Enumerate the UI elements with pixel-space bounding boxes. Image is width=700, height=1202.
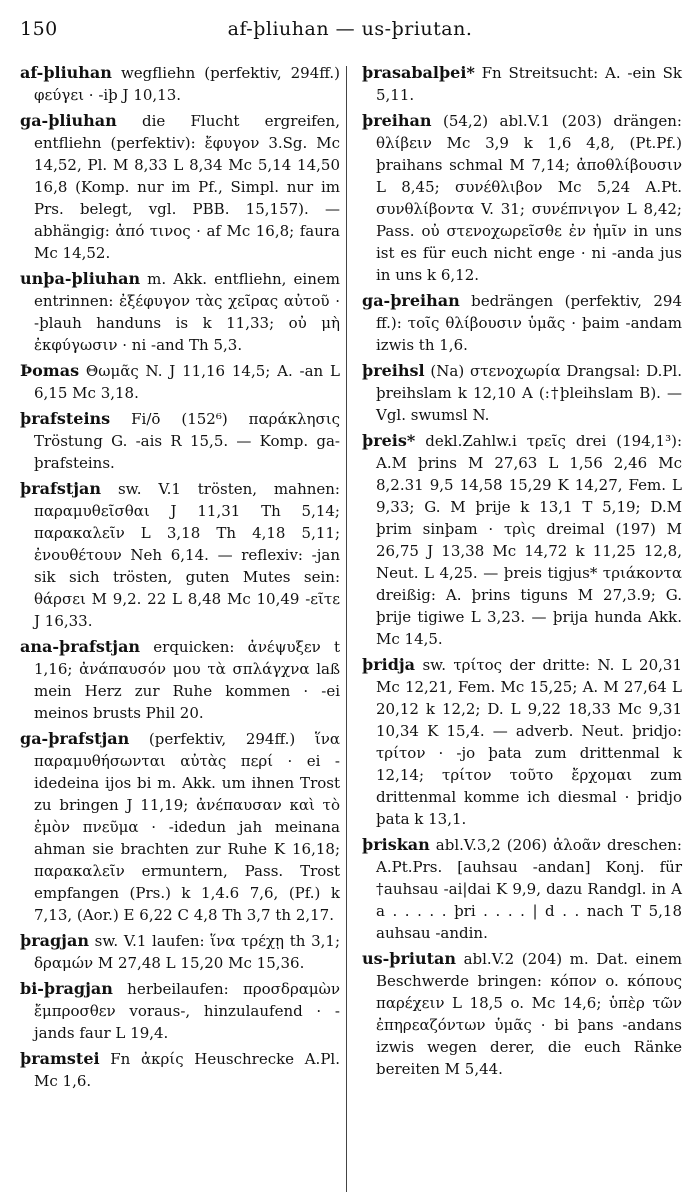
entry-headword: af-þliuhan xyxy=(20,63,112,82)
entry-text: sw. V.1 laufen: ἵνα τρέχῃ th 3,1; δραμών M 27,48 L 15,20 Mc 15,36. xyxy=(34,932,340,972)
dictionary-entry xyxy=(20,636,340,724)
entry-text: Fn ἀκρίς Heuschrecke A.Pl. Mc 1,6. xyxy=(34,1050,340,1090)
page-number: 150 xyxy=(20,18,58,40)
dictionary-entry xyxy=(20,1048,340,1092)
entry-headword: unþa-þliuhan xyxy=(20,269,141,288)
entry-headword: þrafstjan xyxy=(20,479,102,498)
right-column xyxy=(362,62,682,1084)
entry-headword: bi-þragjan xyxy=(20,979,113,998)
entry-headword: þreihsl xyxy=(362,361,425,380)
dictionary-entry xyxy=(20,110,340,264)
page-header xyxy=(20,14,680,44)
entry-headword: þreihan xyxy=(362,111,432,130)
entry-headword: Þomas xyxy=(20,361,80,380)
dictionary-entry xyxy=(362,948,682,1080)
entry-text: erquicken: ἀνέψυξεν t 1,16; ἀνάπαυσόν μου τὰ σπλάγχνα laß mein Herz zur Ruhe kommen · -ei meinos brusts Phil 20. xyxy=(34,638,340,722)
dictionary-entry xyxy=(20,360,340,404)
entry-headword: us-þriutan xyxy=(362,949,456,968)
entry-text: bedrängen (perfektiv, 294 ff.): τοῖς θλίβουσιν ὑμᾶς · þaim -andam izwis th 1,6. xyxy=(376,292,682,354)
entry-headword: ga-þrafstjan xyxy=(20,729,130,748)
entry-headword: þriskan xyxy=(362,835,430,854)
dictionary-entry xyxy=(362,654,682,830)
dictionary-entry xyxy=(20,408,340,474)
dictionary-entry xyxy=(20,930,340,974)
dictionary-entry xyxy=(362,290,682,356)
entry-text: abl.V.3,2 (206) ἀλοᾶν dreschen: A.Pt.Prs. [auhsau -andan] Konj. für †auhsau -ai|dai K 9,9, dazu Randgl. in A a . . . . . þri . . . . | d . . nach T 5,18 auhsau -andin. xyxy=(376,836,682,942)
entry-headword: þrasabalþei* xyxy=(362,63,475,82)
entry-headword: ga-þliuhan xyxy=(20,111,117,130)
entry-headword: þreis* xyxy=(362,431,416,450)
dictionary-entry xyxy=(20,478,340,632)
entry-text: sw. V.1 trösten, mahnen: παραμυθεῖσθαι J 11,31 Th 5,14; παρακαλεῖν L 3,18 Th 4,18 5,11; ἐνουθέτουν Neh 6,14. — reflexiv: -jan sik sich trösten, guten Mutes sein: θάρσει M 9,2. 22 L 8,48 Mc 10,49 -εῖτε J 16,33. xyxy=(34,480,340,630)
dictionary-entry xyxy=(362,62,682,106)
entry-headword: þrafsteins xyxy=(20,409,111,428)
entry-text: (Na) στενοχωρία Drangsal: D.Pl. þreihslam k 12,10 A (:†þleihslam B). — Vgl. swumsl N. xyxy=(376,362,682,424)
entry-text: abl.V.2 (204) m. Dat. einem Beschwerde bringen: κόπον o. κόπους παρέχειν L 18,5 o. Mc 14,6; ὑπὲρ τῶν ἐπηρεαζόντων ὑμᾶς · bi þans -andans izwis wegen derer, die euch Ränke bereiten M 5,44. xyxy=(376,950,682,1078)
dictionary-entry xyxy=(362,360,682,426)
entry-headword: ana-þrafstjan xyxy=(20,637,141,656)
left-column xyxy=(20,62,340,1096)
column-divider xyxy=(346,66,347,1192)
dictionary-entry xyxy=(362,430,682,650)
entry-headword: þridja xyxy=(362,655,416,674)
entry-text: (perfektiv, 294ff.) ἵνα παραμυθήσωνται αὐτὰς περί · ei -idedeina ijos bi m. Akk. um ihnen Trost zu bringen J 11,19; ἀνέπαυσαν καὶ τὸ ἐμὸν πνεῦμα · -idedun jah meinana ahman sie brachten zur Ruhe K 16,18; παρακαλεῖν ermuntern, Pass. Trost empfangen (Prs.) k 1,4.6 7,6, (Pf.) k 7,13, (Aor.) E 6,22 C 4,8 Th 3,7 th 2,17. xyxy=(34,730,340,924)
dictionary-entry xyxy=(20,728,340,926)
entry-text: Fn Streitsucht: A. -ein Sk 5,11. xyxy=(376,64,682,104)
entry-text: (54,2) abl.V.1 (203) drängen: θλίβειν Mc 3,9 k 1,6 4,8, (Pt.Pf.) þraihans schmal M 7,14; ἀποθλίβουσιν L 8,45; συνέθλιβον Mc 5,24 A.Pt. συνθλίβοντα V. 31; συνέπνιγον L 8,42; Pass. οὐ στενοχωρεῖσθε ἐν ἡμῖν in uns ist es für euch nicht enge · ni -anda jus in uns k 6,12. xyxy=(376,112,682,284)
entry-text: herbeilaufen: προσδραμὼν ἔμπροσθεν voraus-, hinzulaufend · -jands faur L 19,4. xyxy=(34,980,340,1042)
dictionary-entry xyxy=(20,268,340,356)
dictionary-entry xyxy=(362,110,682,286)
entry-text: wegfliehn (perfektiv, 294ff.) φεύγει · -iþ J 10,13. xyxy=(34,64,340,104)
entry-headword: þramstei xyxy=(20,1049,100,1068)
entry-headword: þragjan xyxy=(20,931,89,950)
entry-headword: ga-þreihan xyxy=(362,291,460,310)
running-head: af-þliuhan — us-þriutan. xyxy=(227,18,473,40)
entry-text: m. Akk. entfliehn, einem entrinnen: ἐξέφυγον τὰς χεῖρας αὐτοῦ · -þlauh handuns is k 11,33; οὐ μὴ ἐκφύγωσιν · ni -and Th 5,3. xyxy=(34,270,340,354)
dictionary-entry xyxy=(20,978,340,1044)
dictionary-entry xyxy=(20,62,340,106)
entry-text: die Flucht ergreifen, entfliehn (perfektiv): ἔφυγον 3.Sg. Mc 14,52, Pl. M 8,33 L 8,34 Mc 5,14 14,50 16,8 (Komp. nur im Pf., Simpl. nur im Prs. belegt, vgl. PBB. 15,157). — abhängig: ἀπό τινος · af Mc 16,8; faura Mc 14,52. xyxy=(34,112,340,262)
entry-text: Fi/ō (152⁶) παράκλησις Tröstung G. -ais R 15,5. — Komp. ga-þrafsteins. xyxy=(34,410,340,472)
entry-text: sw. τρίτος der dritte: N. L 20,31 Mc 12,21, Fem. Mc 15,25; A. M 27,64 L 20,12 k 12,2; D. L 9,22 18,33 Mc 9,31 10,34 K 15,4. — adverb. Neut. þridjo: τρίτον · -jo þata zum drittenmal k 12,14; τρίτον τοῦτο ἔρχομαι zum drittenmal komme ich diesmal · þridjo þata k 13,1. xyxy=(376,656,682,828)
entry-text: dekl.Zahlw.i τρεῖς drei (194,1³): A.M þrins M 27,63 L 1,56 2,46 Mc 8,2.31 9,5 14,58 15,29 K 14,27, Fem. L 9,33; G. M þrije k 13,1 T 5,19; D.M þrim sinþam · τρὶς dreimal (197) M 26,75 J 13,38 Mc 14,72 k 11,25 12,8, Neut. L 4,25. — þreis tigjus* τριάκοντα dreißig: A. þrins tiguns M 27,3.9; G. þrije tigiwe L 3,23. — þrija hunda Akk. Mc 14,5. xyxy=(376,432,682,648)
entry-text: Θωμᾶς N. J 11,16 14,5; A. -an L 6,15 Mc 3,18. xyxy=(34,362,340,402)
dictionary-entry xyxy=(362,834,682,944)
